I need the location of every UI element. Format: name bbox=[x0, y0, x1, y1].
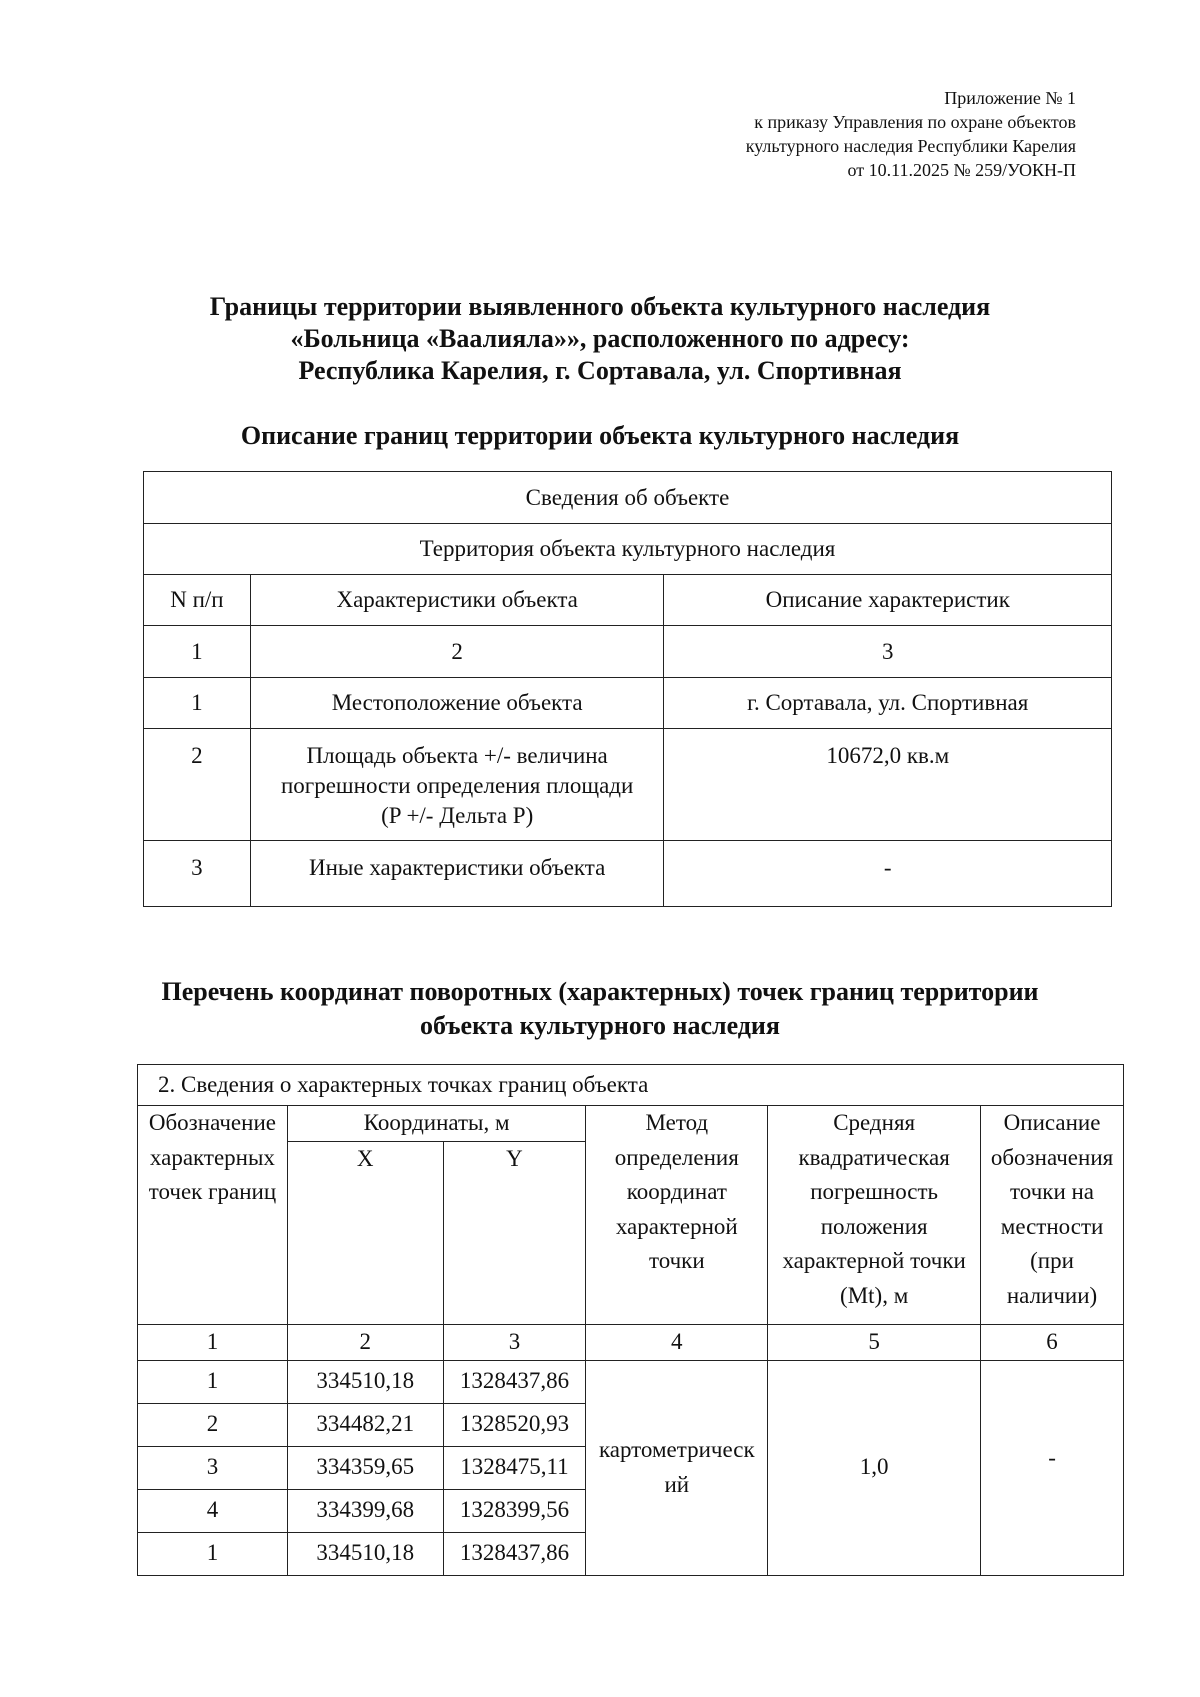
row-desc: 10672,0 кв.м bbox=[664, 729, 1112, 841]
row-char: Иные характеристики объекта bbox=[250, 841, 664, 907]
title-line: «Больница «Ваалияла»», расположенного по адресу: bbox=[290, 324, 910, 353]
column-header-coords: Координаты, м bbox=[287, 1106, 586, 1142]
column-header-description bbox=[981, 1106, 1124, 1325]
description-cell: - bbox=[981, 1360, 1124, 1575]
accuracy-cell: 1,0 bbox=[768, 1360, 981, 1575]
header-line: Обозначение bbox=[148, 1110, 276, 1135]
column-header-accuracy bbox=[768, 1106, 981, 1325]
column-index: 5 bbox=[768, 1325, 981, 1361]
point-y: 1328437,86 bbox=[443, 1360, 586, 1403]
header-line: характерных bbox=[149, 1144, 275, 1170]
column-header-desc: Описание характеристик bbox=[664, 575, 1112, 626]
appendix-line: культурного наследия Республики Карелия bbox=[745, 136, 1076, 156]
point-y: 1328475,11 bbox=[443, 1446, 586, 1489]
table-row bbox=[144, 841, 1112, 907]
row-char-line: (P +/- Дельта P) bbox=[381, 803, 534, 828]
header-line: точки bbox=[648, 1248, 705, 1273]
column-index: 1 bbox=[144, 626, 251, 678]
table-row bbox=[144, 678, 1112, 729]
header-line: характерной точки bbox=[782, 1248, 966, 1273]
column-header-char: Характеристики объекта bbox=[250, 575, 664, 626]
row-desc: г. Сортавала, ул. Спортивная bbox=[664, 678, 1112, 729]
table-caption: 2. Сведения о характерных точках границ объекта bbox=[138, 1065, 1124, 1106]
table-row bbox=[144, 729, 1112, 841]
column-index: 4 bbox=[586, 1325, 768, 1361]
point-x: 334482,21 bbox=[287, 1403, 443, 1446]
appendix-line: Приложение № 1 bbox=[944, 88, 1076, 108]
point-x: 334399,68 bbox=[287, 1489, 443, 1532]
column-index: 3 bbox=[443, 1325, 586, 1361]
section2-title-line: Перечень координат поворотных (характерных) точек границ территории bbox=[161, 977, 1039, 1006]
row-num: 2 bbox=[144, 729, 251, 841]
appendix-header bbox=[746, 86, 1076, 182]
header-line: обозначения bbox=[990, 1144, 1114, 1170]
point-x: 334510,18 bbox=[287, 1360, 443, 1403]
row-num: 1 bbox=[144, 678, 251, 729]
header-line: характерной bbox=[615, 1213, 738, 1239]
row-char-line: Площадь объекта +/- величина bbox=[306, 743, 608, 768]
column-index: 6 bbox=[981, 1325, 1124, 1361]
column-header-method bbox=[586, 1106, 768, 1325]
header-line: Средняя bbox=[833, 1110, 916, 1135]
header-line: наличии) bbox=[1006, 1282, 1098, 1308]
header-line: (Mt), м bbox=[840, 1282, 909, 1308]
header-line: (при bbox=[1030, 1248, 1074, 1273]
column-header-y: Y bbox=[443, 1142, 586, 1325]
column-index: 3 bbox=[664, 626, 1112, 678]
header-line: Описание bbox=[1003, 1110, 1101, 1135]
header-line: местности bbox=[1000, 1213, 1104, 1239]
column-header-point bbox=[138, 1106, 288, 1325]
header-line: положения bbox=[820, 1213, 928, 1239]
table-subheader: Территория объекта культурного наследия bbox=[144, 524, 1112, 575]
point-number: 1 bbox=[138, 1532, 288, 1575]
point-y: 1328437,86 bbox=[443, 1532, 586, 1575]
table-header: Сведения об объекте bbox=[144, 472, 1112, 524]
header-line: координат bbox=[626, 1179, 727, 1204]
column-header-x: X bbox=[287, 1142, 443, 1325]
row-num: 3 bbox=[144, 841, 251, 907]
document-title bbox=[0, 291, 1200, 387]
header-line: погрешность bbox=[810, 1179, 939, 1204]
point-y: 1328520,93 bbox=[443, 1403, 586, 1446]
point-x: 334510,18 bbox=[287, 1532, 443, 1575]
point-y: 1328399,56 bbox=[443, 1489, 586, 1532]
column-index: 2 bbox=[250, 626, 664, 678]
column-index: 1 bbox=[138, 1325, 288, 1361]
method-line: ий bbox=[664, 1471, 690, 1497]
header-line: квадратическая bbox=[798, 1144, 950, 1170]
title-line: Республика Карелия, г. Сортавала, ул. Спортивная bbox=[298, 356, 902, 385]
appendix-line: от 10.11.2025 № 259/УОКН-П bbox=[847, 160, 1076, 180]
header-line: точек границ bbox=[148, 1179, 277, 1204]
column-header-num: N п/п bbox=[144, 575, 251, 626]
point-x: 334359,65 bbox=[287, 1446, 443, 1489]
section1-title: Описание границ территории объекта культурного наследия bbox=[240, 421, 960, 450]
section2-title bbox=[0, 975, 1200, 1043]
point-number: 4 bbox=[138, 1489, 288, 1532]
point-number: 1 bbox=[138, 1360, 288, 1403]
coordinates-table bbox=[137, 1064, 1124, 1576]
row-char: Местоположение объекта bbox=[250, 678, 664, 729]
object-info-table bbox=[143, 471, 1112, 907]
method-line: картометрическ bbox=[598, 1437, 755, 1462]
header-line: Метод bbox=[645, 1110, 709, 1135]
method-cell bbox=[586, 1360, 768, 1575]
row-desc: - bbox=[664, 841, 1112, 907]
header-line: определения bbox=[614, 1144, 739, 1170]
column-index: 2 bbox=[287, 1325, 443, 1361]
point-number: 3 bbox=[138, 1446, 288, 1489]
point-number: 2 bbox=[138, 1403, 288, 1446]
appendix-line: к приказу Управления по охране объектов bbox=[754, 112, 1076, 132]
section2-title-line: объекта культурного наследия bbox=[420, 1011, 780, 1040]
title-line: Границы территории выявленного объекта культурного наследия bbox=[209, 292, 991, 321]
row-char bbox=[250, 729, 664, 841]
row-char-line: погрешности определения площади bbox=[280, 773, 634, 798]
header-line: точки на bbox=[1010, 1179, 1095, 1204]
table-row bbox=[138, 1360, 1124, 1403]
